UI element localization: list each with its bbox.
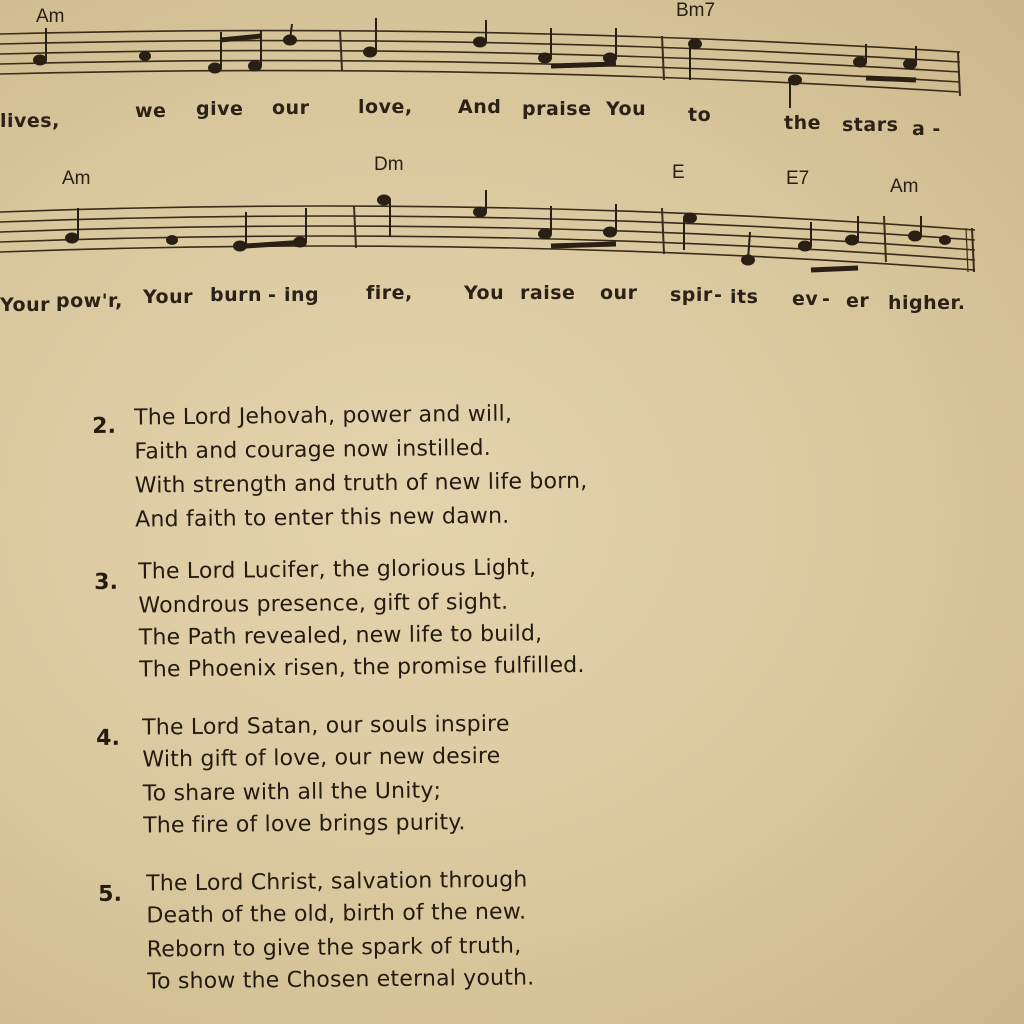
verse-line: With gift of love, our new desire bbox=[142, 743, 501, 773]
verse-line: The Lord Satan, our souls inspire bbox=[141, 711, 510, 741]
lyric-word: Your bbox=[0, 294, 50, 316]
verse-line: To show the Chosen eternal youth. bbox=[147, 965, 535, 995]
chord-bm7: Bm7 bbox=[676, 0, 716, 21]
lyric-word: higher. bbox=[888, 292, 966, 314]
lyric-word: - bbox=[714, 284, 723, 306]
lyric-word: lives, bbox=[0, 110, 60, 132]
verse-line: Death of the old, birth of the new. bbox=[146, 899, 527, 929]
verse-number: 5. bbox=[98, 881, 123, 907]
verse-line: To share with all the Unity; bbox=[142, 778, 442, 807]
verse-line: Faith and courage now instilled. bbox=[134, 435, 492, 465]
lyric-word: burn bbox=[210, 284, 263, 306]
lyric-word: fire, bbox=[366, 282, 413, 304]
lyric-word: a - bbox=[912, 118, 941, 140]
lyric-word: praise bbox=[522, 98, 592, 120]
lyric-word: And bbox=[458, 96, 502, 118]
chord-dm: Dm bbox=[374, 154, 404, 175]
lyric-word: er bbox=[846, 290, 870, 312]
lyric-word: stars bbox=[842, 114, 899, 136]
lyric-word: spir bbox=[670, 284, 713, 306]
lyric-word: our bbox=[272, 97, 310, 119]
lyric-word: our bbox=[600, 282, 638, 304]
chord-e7: E7 bbox=[786, 168, 810, 189]
lyric-word: pow'r, bbox=[56, 290, 123, 312]
verse-line: The Lord Jehovah, power and will, bbox=[133, 401, 513, 431]
lyric-word: we bbox=[135, 100, 167, 122]
lyric-word: give bbox=[196, 98, 244, 120]
chord-am: Am bbox=[890, 176, 919, 197]
lyric-word: - bbox=[268, 284, 277, 306]
verse-number: 3. bbox=[94, 569, 119, 595]
verse-line: With strength and truth of new life born, bbox=[134, 468, 588, 499]
lyric-word: - bbox=[822, 288, 831, 310]
verse-number: 2. bbox=[92, 413, 117, 439]
lyric-word: You bbox=[606, 98, 647, 120]
lyric-word: ev bbox=[792, 288, 819, 310]
chord-am: Am bbox=[62, 168, 91, 189]
chord-e: E bbox=[672, 162, 685, 183]
verse-line: Wondrous presence, gift of sight. bbox=[138, 589, 509, 619]
verse-line: The fire of love brings purity. bbox=[143, 810, 466, 839]
chord-am: Am bbox=[36, 6, 65, 27]
verse-line: Reborn to give the spark of truth, bbox=[146, 933, 522, 963]
verse-line: The Phoenix risen, the promise fulfilled. bbox=[139, 652, 585, 683]
lyric-word: raise bbox=[520, 282, 576, 304]
verse-line: The Path revealed, new life to build, bbox=[138, 621, 543, 651]
lyric-word: ing bbox=[284, 284, 320, 306]
verse-line: The Lord Christ, salvation through bbox=[145, 867, 528, 897]
lyric-word: You bbox=[464, 282, 505, 304]
lyric-word: Your bbox=[143, 286, 193, 308]
lyric-word: the bbox=[784, 112, 821, 134]
verse-line: The Lord Lucifer, the glorious Light, bbox=[137, 555, 537, 585]
verse-number: 4. bbox=[96, 725, 121, 751]
lyric-word: its bbox=[730, 286, 759, 308]
lyric-word: to bbox=[688, 104, 712, 126]
verse-line: And faith to enter this new dawn. bbox=[135, 503, 510, 533]
lyric-word: love, bbox=[358, 96, 413, 118]
